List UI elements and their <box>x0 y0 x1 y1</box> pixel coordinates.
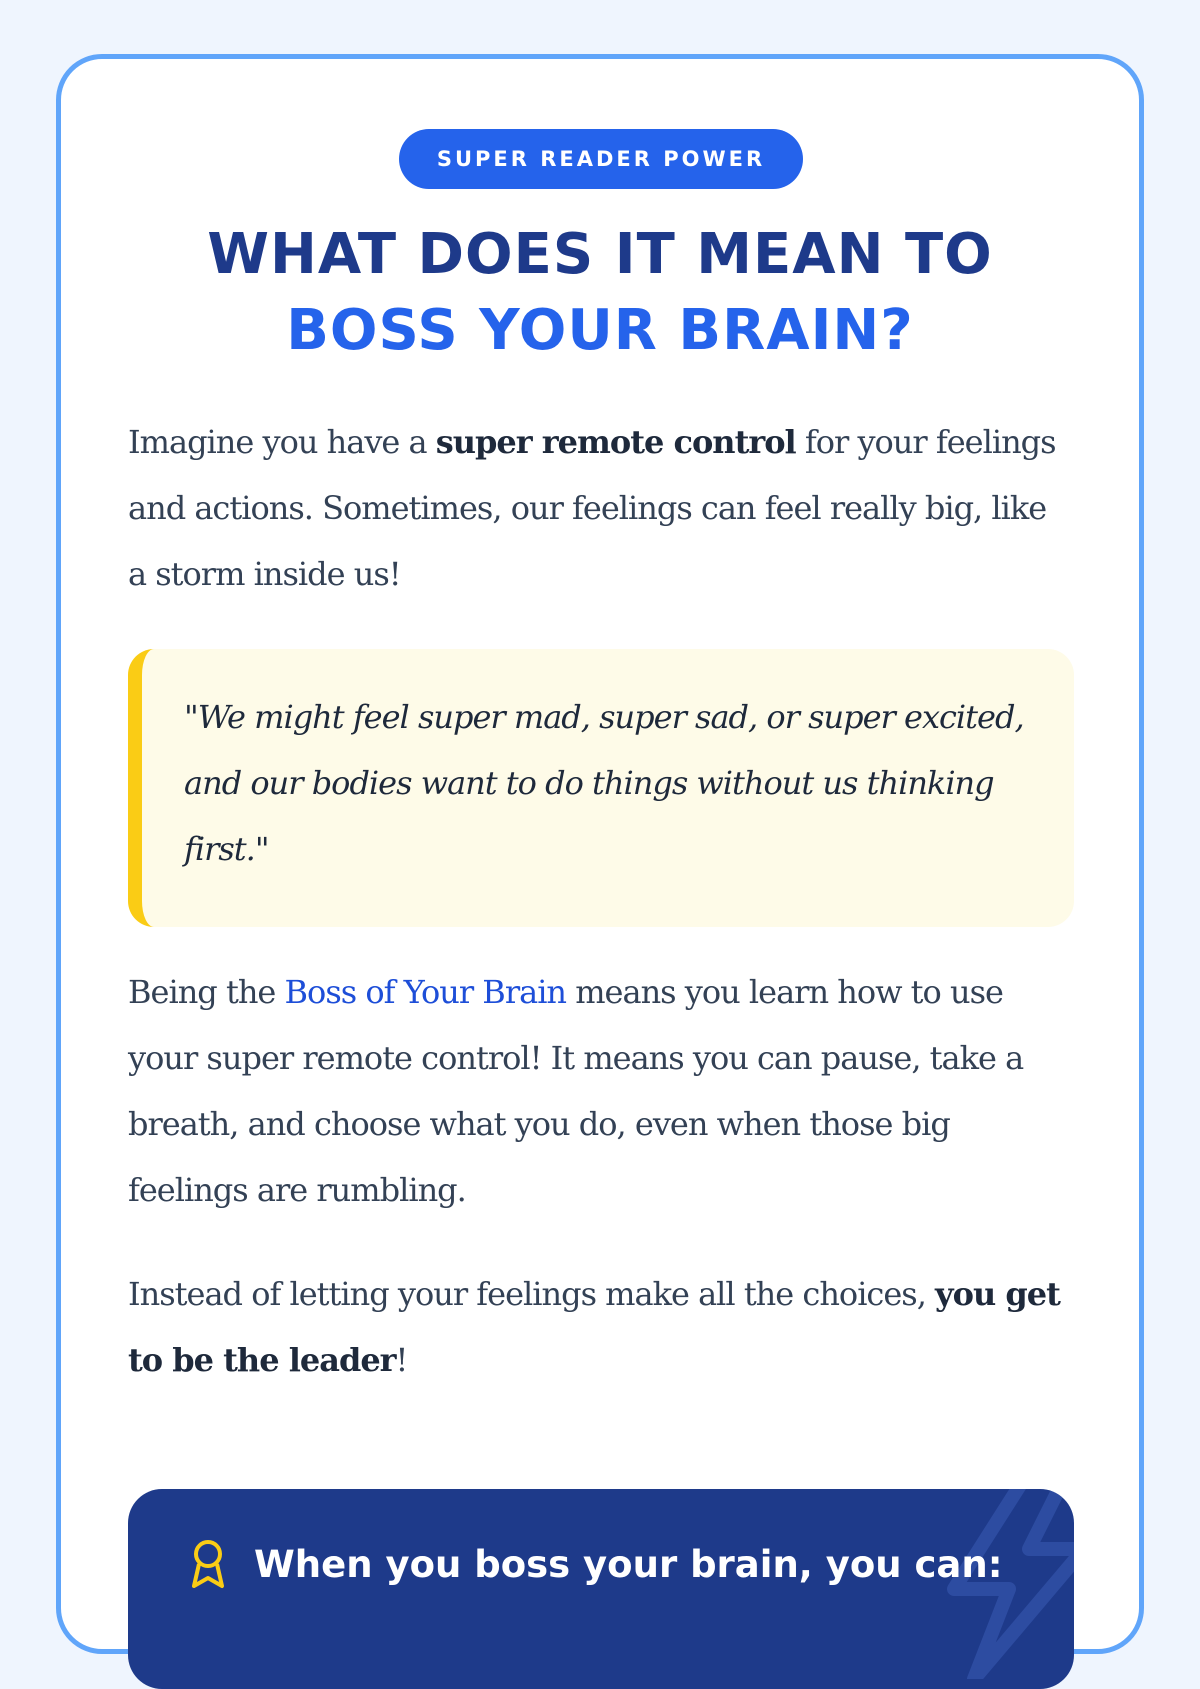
content-card <box>56 54 1144 1654</box>
leader-text-end: ! <box>395 1341 408 1379</box>
leader-text-start: Instead of letting your feelings make all the choices, <box>128 1275 936 1313</box>
intro-bold-text: super remote control <box>435 423 796 461</box>
title-line-1: WHAT DOES IT MEAN TO <box>207 222 993 287</box>
intro-paragraph <box>128 409 1068 607</box>
boss-benefits-box <box>128 1489 1074 1689</box>
boss-text-end: means you learn how to use your super remote control! It means you can pause, take a breath, and choose what you do, even when those big feelings are rumbling. <box>128 973 1024 1209</box>
intro-text-end: for your feelings and actions. Sometimes, our feelings can feel really big, like a storm inside us! <box>128 423 1056 593</box>
leader-paragraph <box>128 1261 1068 1393</box>
award-icon <box>188 1538 228 1590</box>
quote-block <box>128 649 1074 927</box>
boss-text-start: Being the <box>128 973 285 1011</box>
quote-text: "We might feel super mad, super sad, or super excited, and our bodies want to do things without us thinking first." <box>184 698 1024 868</box>
benefits-heading <box>188 1529 1003 1599</box>
boss-paragraph <box>128 959 1068 1223</box>
page-title <box>61 217 1139 369</box>
title-line-2: BOSS YOUR BRAIN? <box>286 298 914 363</box>
leader-bold-text: you get to be the leader <box>128 1275 1060 1379</box>
benefits-heading-text: When you boss your brain, you can: <box>254 1542 1003 1586</box>
boss-highlight-text: Boss of Your Brain <box>284 973 567 1011</box>
section-badge: SUPER READER POWER <box>399 129 803 189</box>
intro-text-start: Imagine you have a <box>128 423 436 461</box>
